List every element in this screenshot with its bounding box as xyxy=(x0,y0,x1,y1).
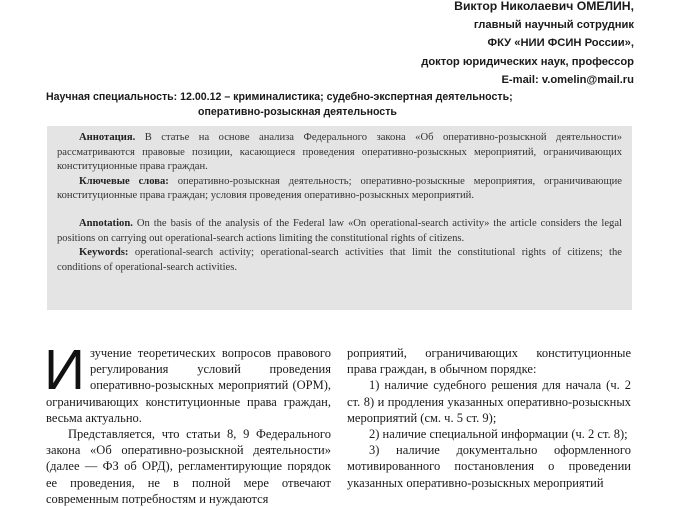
author-degree: доктор юридических наук, профессор xyxy=(421,55,634,68)
keywords-en-label: Keywords: xyxy=(79,247,129,259)
author-email[interactable]: E-mail: v.omelin@mail.ru xyxy=(501,74,634,86)
abstract-ru xyxy=(57,131,622,175)
list-item: 3) наличие документально оформленного мотивированного постановления о проведении указанных оперативно-розыскных мероприятий xyxy=(347,443,631,490)
abstract-en-label: Annotation. xyxy=(79,217,133,229)
scientific-specialty xyxy=(46,90,646,120)
abstract-ru-label: Аннотация. xyxy=(79,132,136,143)
author-block xyxy=(234,0,634,90)
list-item: 2) наличие специальной информации (ч. 2 ст. 8); xyxy=(369,427,628,442)
abstract-box xyxy=(47,126,632,310)
author-organization: ФКУ «НИИ ФСИН России», xyxy=(487,37,634,49)
keywords-ru xyxy=(57,175,622,204)
specialty-label: Научная специальность: xyxy=(46,91,178,103)
keywords-ru-label: Ключевые слова: xyxy=(79,175,169,187)
specialty-value-line1: 12.00.12 – криминалистика; судебно-экспертная деятельность; xyxy=(180,91,513,103)
body-paragraph-text: зучение теоретических вопросов правового регулирования условий проведения оперативно-розыскных мероприятий (ОРМ), ограничивающих конституционные права граждан, весьма актуально. xyxy=(46,346,331,425)
body-paragraph xyxy=(44,338,331,426)
abstract-en-text: On the basis of the analysis of the Federal law «On operational-search activity» the article considers the legal positions on carrying out operational-search actions limiting the constitutional rights of citizens. xyxy=(57,217,622,244)
abstract-ru-text: В статье на основе анализа Федерального закона «Об оперативно-розыскной деятельности» рассматриваются правовые позиции, касающиеся проведения оперативно-розыскных мероприятий, ограничивающих конституционные права граждан. xyxy=(57,132,622,173)
list-item: 1) наличие судебного решения для начала (ч. 2 ст. 8) и продления указанных оперативно-розыскных мероприятий (см. ч. 5 ст. 9); xyxy=(347,378,631,425)
body-column-right xyxy=(347,345,631,491)
keywords-ru-text: оперативно-розыскная деятельность; оперативно-розыскные мероприятия, ограничивающие конституционные права граждан; условия проведения оперативно-розыскных мероприятий. xyxy=(57,175,622,202)
body-column-left xyxy=(44,338,331,507)
author-position: главный научный сотрудник xyxy=(473,18,634,31)
body-paragraph: роприятий, ограничивающих конституционные права граждан, в обычном порядке: xyxy=(347,346,631,377)
keywords-en xyxy=(57,246,622,275)
author-name: Виктор Николаевич ОМЕЛИН, xyxy=(454,0,634,13)
keywords-en-text: operational-search activity; operational-search activities that limit the constitutional rights of citizens; the conditions of operational-search activities. xyxy=(57,247,622,273)
abstract-en xyxy=(57,217,622,246)
body-paragraph: Представляется, что статьи 8, 9 Федерального закона «Об оперативно-розыскной деятельности» (далее — ФЗ об ОРД), регламентирующие порядок ее проведения, не в полной мере отвечают современным потребностям и нуждаются xyxy=(46,427,331,506)
drop-cap: И xyxy=(44,338,85,402)
specialty-value-line2: оперативно-розыскная деятельность xyxy=(198,106,397,118)
